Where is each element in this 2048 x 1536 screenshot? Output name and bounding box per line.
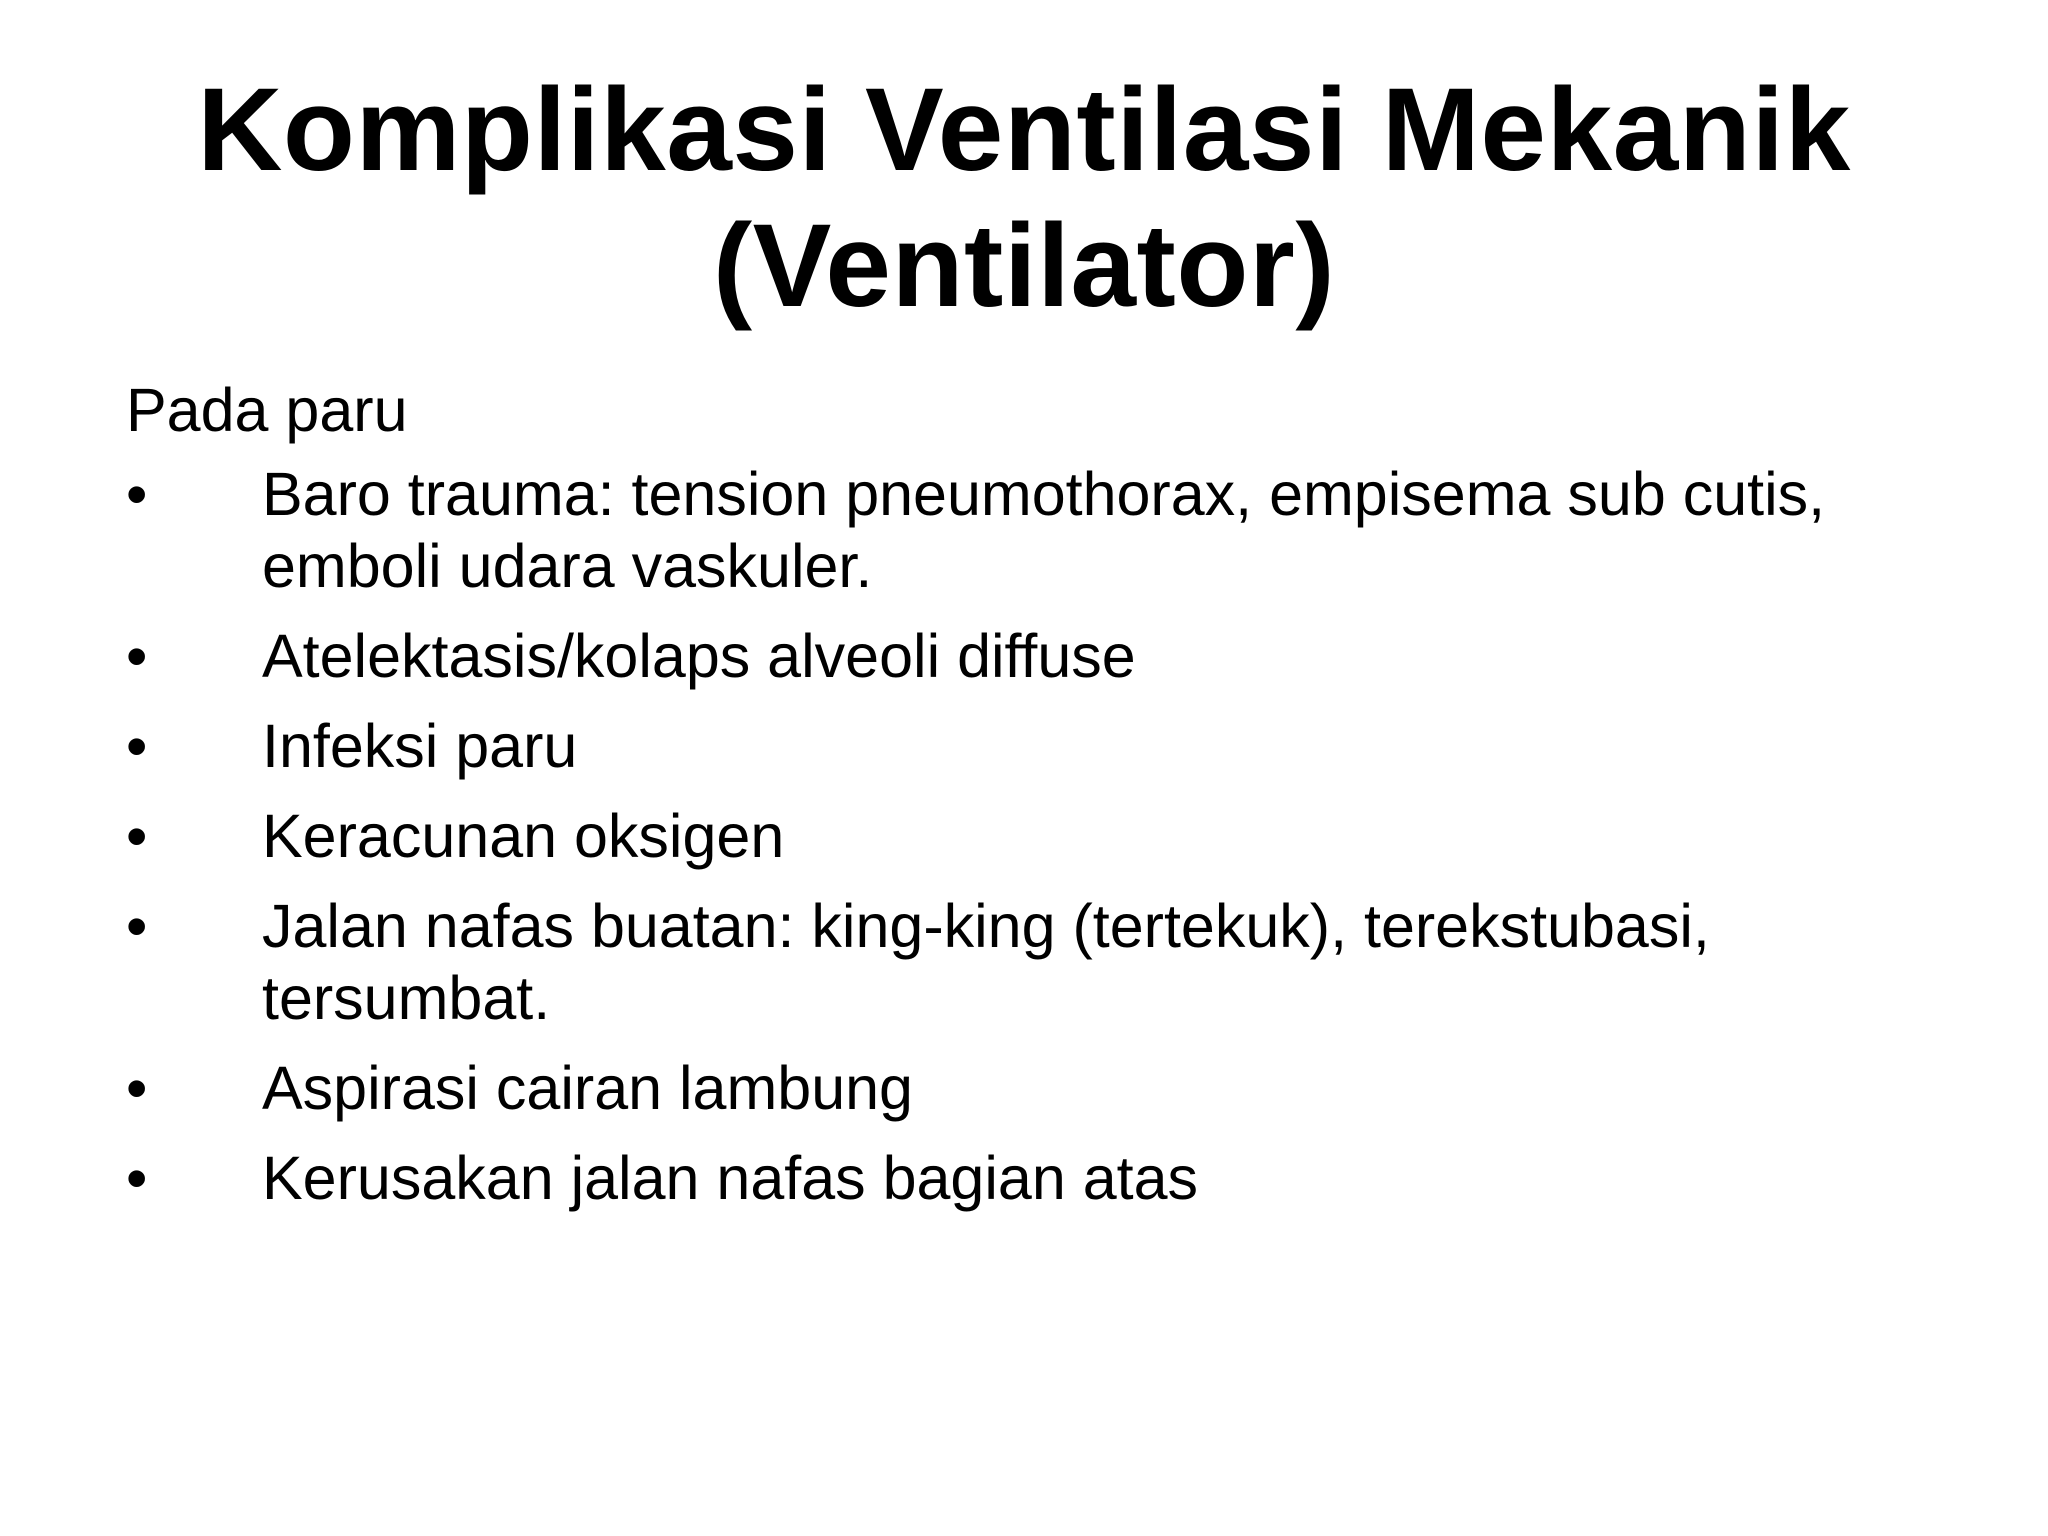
list-item-text: Infeksi paru	[262, 712, 578, 780]
list-item-text: Keracunan oksigen	[262, 802, 785, 870]
slide-title-line-1: Komplikasi Ventilasi Mekanik	[197, 64, 1851, 196]
bullet-icon: •	[126, 892, 148, 960]
slide-title-line-2: (Ventilator)	[712, 200, 1336, 332]
intro-text: Pada paru	[126, 376, 408, 444]
slide-body	[126, 374, 1946, 1232]
bullet-list	[126, 458, 1946, 1214]
bullet-icon: •	[126, 460, 148, 528]
bullet-icon: •	[126, 622, 148, 690]
list-item-text: Aspirasi cairan lambung	[262, 1054, 913, 1122]
bullet-icon: •	[126, 1144, 148, 1212]
list-item	[126, 890, 1946, 1034]
list-item	[126, 620, 1946, 692]
list-item-text: Jalan nafas buatan: king-king (tertekuk), terekstubasi, tersumbat.	[262, 892, 1710, 1032]
bullet-icon: •	[126, 802, 148, 870]
list-item-text: Baro trauma: tension pneumothorax, empisema sub cutis, emboli udara vaskuler.	[262, 460, 1826, 600]
list-item-text: Kerusakan jalan nafas bagian atas	[262, 1144, 1198, 1212]
list-item	[126, 458, 1946, 602]
bullet-icon: •	[126, 1054, 148, 1122]
list-item	[126, 800, 1946, 872]
list-item	[126, 1142, 1946, 1214]
list-item	[126, 1052, 1946, 1124]
list-item-text: Atelektasis/kolaps alveoli diffuse	[262, 622, 1136, 690]
slide-title	[0, 62, 2048, 334]
list-item	[126, 710, 1946, 782]
bullet-icon: •	[126, 712, 148, 780]
